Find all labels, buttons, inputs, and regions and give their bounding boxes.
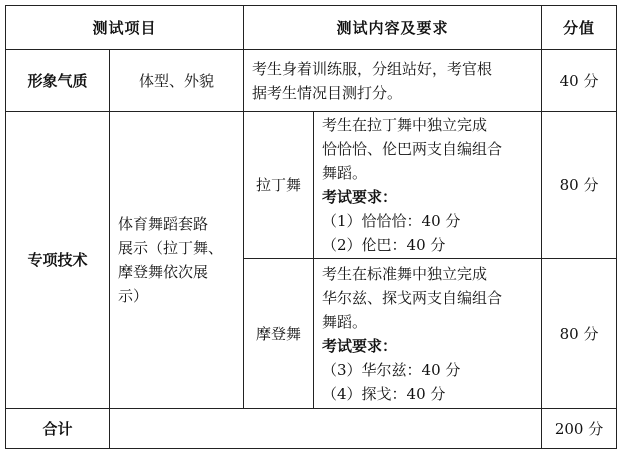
- score-modern: 80 分: [542, 259, 617, 409]
- desc-line: 考生在拉丁舞中独立完成: [322, 116, 488, 134]
- content-latin: [314, 112, 542, 259]
- header-row: [6, 6, 617, 50]
- item-skill: [110, 112, 244, 409]
- requirement-item: （1）恰恰恰：40 分: [322, 212, 461, 230]
- item-line: 摩登舞依次展: [118, 263, 209, 281]
- content-line: 考生身着训练服，分组站好，考官根: [252, 59, 493, 78]
- desc-line: 恰恰恰、伦巴两支自编组合: [322, 140, 503, 158]
- category-skill: 专项技术: [6, 112, 110, 409]
- requirement-item: （4）探戈：40 分: [322, 384, 446, 403]
- item-line: 体育舞蹈套路: [118, 215, 209, 233]
- requirement-title: 考试要求：: [322, 188, 398, 206]
- score-image: 40 分: [542, 50, 617, 112]
- total-score: 200 分: [542, 409, 617, 449]
- requirement-title: 考试要求：: [322, 336, 398, 355]
- content-image: [244, 50, 542, 112]
- header-project: 测试项目: [6, 6, 244, 50]
- score-latin: 80 分: [542, 112, 617, 259]
- requirement-item: （2）伦巴：40 分: [322, 236, 446, 254]
- content-modern: [314, 259, 542, 409]
- desc-line: 华尔兹、探戈两支自编组合: [322, 288, 503, 307]
- desc-line: 舞蹈。: [322, 312, 368, 331]
- category-image: 形象气质: [6, 50, 110, 112]
- total-empty: [110, 409, 542, 449]
- exam-table: [5, 5, 617, 449]
- requirement-item: （3）华尔兹：40 分: [322, 360, 461, 379]
- row-image: [6, 50, 617, 112]
- row-total: [6, 409, 617, 449]
- content-line: 据考生情况目测打分。: [252, 83, 403, 102]
- header-content: 测试内容及要求: [244, 6, 542, 50]
- dance-modern: 摩登舞: [244, 259, 314, 409]
- dance-latin: 拉丁舞: [244, 112, 314, 259]
- total-label: 合计: [6, 409, 110, 449]
- item-line: 展示（拉丁舞、: [118, 239, 224, 257]
- item-image: 体型、外貌: [110, 50, 244, 112]
- item-line: 示）: [118, 287, 149, 305]
- desc-line: 考生在标准舞中独立完成: [322, 264, 488, 283]
- row-latin: [6, 112, 617, 259]
- desc-line: 舞蹈。: [322, 164, 368, 182]
- header-score: 分值: [542, 6, 617, 50]
